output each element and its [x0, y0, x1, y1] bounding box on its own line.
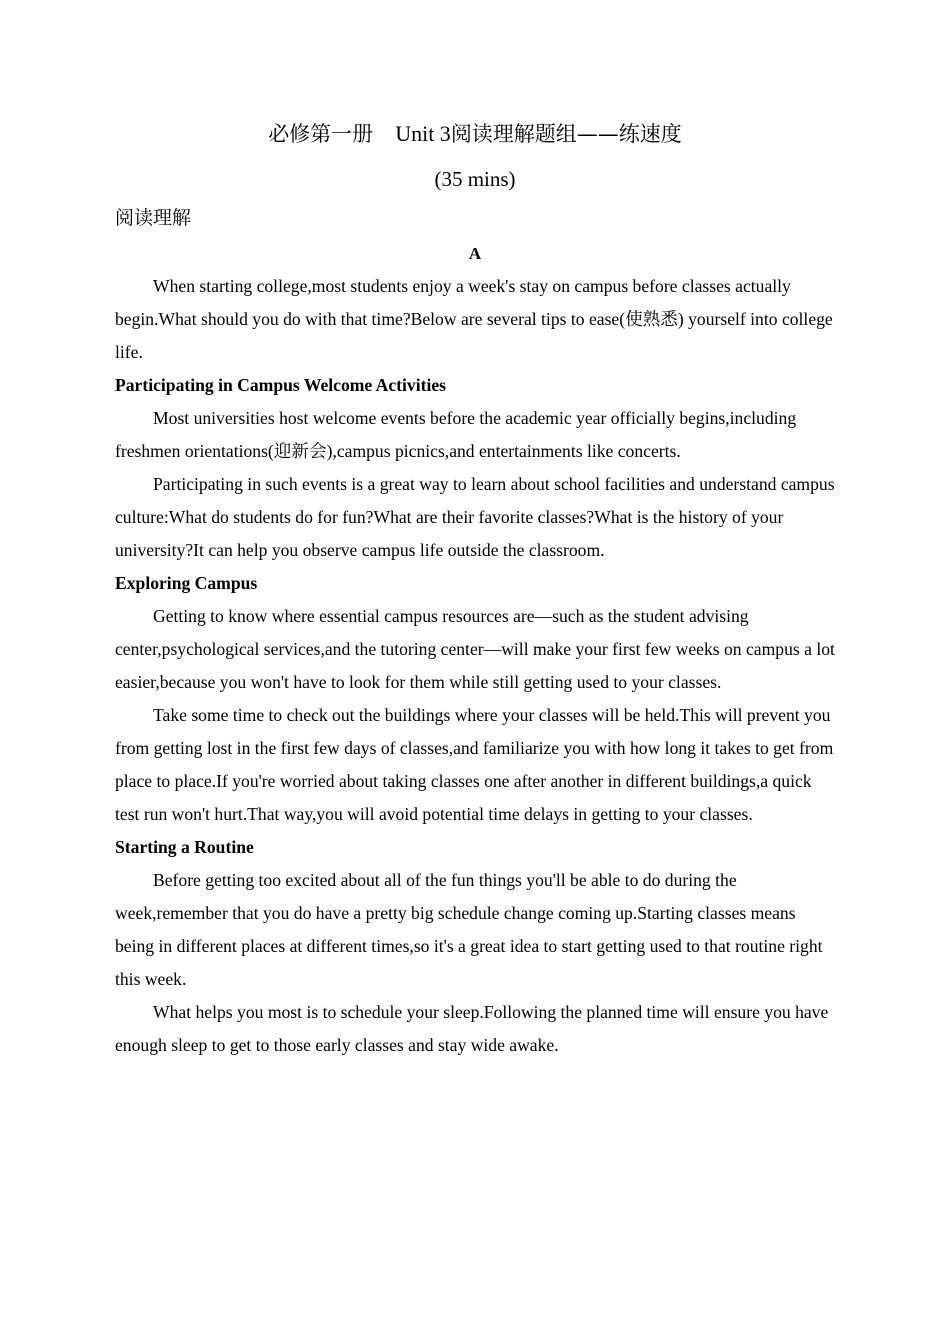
- paragraph-sleep: What helps you most is to schedule your sleep.Following the planned time will ensure you have enough sleep to get to those early classes and stay wide awake.: [115, 1002, 829, 1055]
- paragraph-welcome-events: Most universities host welcome events before the academic year officially begins,including freshmen orientations(迎新会),campus picnics,and entertainments like concerts.: [115, 408, 797, 461]
- time-limit: (35 mins): [434, 167, 516, 191]
- document-title: [0, 116, 950, 152]
- title-topic: 阅读理解题组——练速度: [450, 122, 682, 146]
- heading-exploring-campus: Exploring Campus: [115, 573, 258, 593]
- heading-welcome-activities: Participating in Campus Welcome Activities: [115, 375, 446, 395]
- paragraph-schedule-change: Before getting too excited about all of the fun things you'll be able to do during the week,remember that you do have a pretty big schedule change coming up.Starting classes means being in different places at different times,so it's a great idea to start getting used to that routine right this week.: [115, 870, 823, 989]
- passage-letter: A: [468, 244, 482, 263]
- title-book: 必修第一册: [268, 122, 374, 146]
- title-unit: Unit 3: [395, 121, 451, 146]
- heading-starting-routine: Starting a Routine: [115, 837, 254, 857]
- paragraph-buildings: Take some time to check out the buildings where your classes will be held.This will prevent you from getting lost in the first few days of classes,and familiarize you with how long it takes to get from place to place.If you're worried about taking classes one after another in different buildings,a quick test run won't hurt.That way,you will avoid potential time delays in getting to your classes.: [115, 705, 834, 824]
- paragraph-participating: Participating in such events is a great way to learn about school facilities and understand campus culture:What do students do for fun?What are their favorite classes?What is the history of your university?It can help you observe campus life outside the classroom.: [115, 474, 835, 560]
- paragraph-intro: When starting college,most students enjoy a week's stay on campus before classes actually begin.What should you do with that time?Below are several tips to ease(使熟悉) yourself into college life.: [115, 276, 833, 362]
- section-label: 阅读理解: [115, 207, 192, 229]
- passage-body: [115, 270, 837, 1062]
- paragraph-campus-resources: Getting to know where essential campus resources are—such as the student advising center,psychological services,and the tutoring center—will make your first few weeks on campus a lot easier,because you won't have to look for them while still getting used to your classes.: [115, 606, 835, 692]
